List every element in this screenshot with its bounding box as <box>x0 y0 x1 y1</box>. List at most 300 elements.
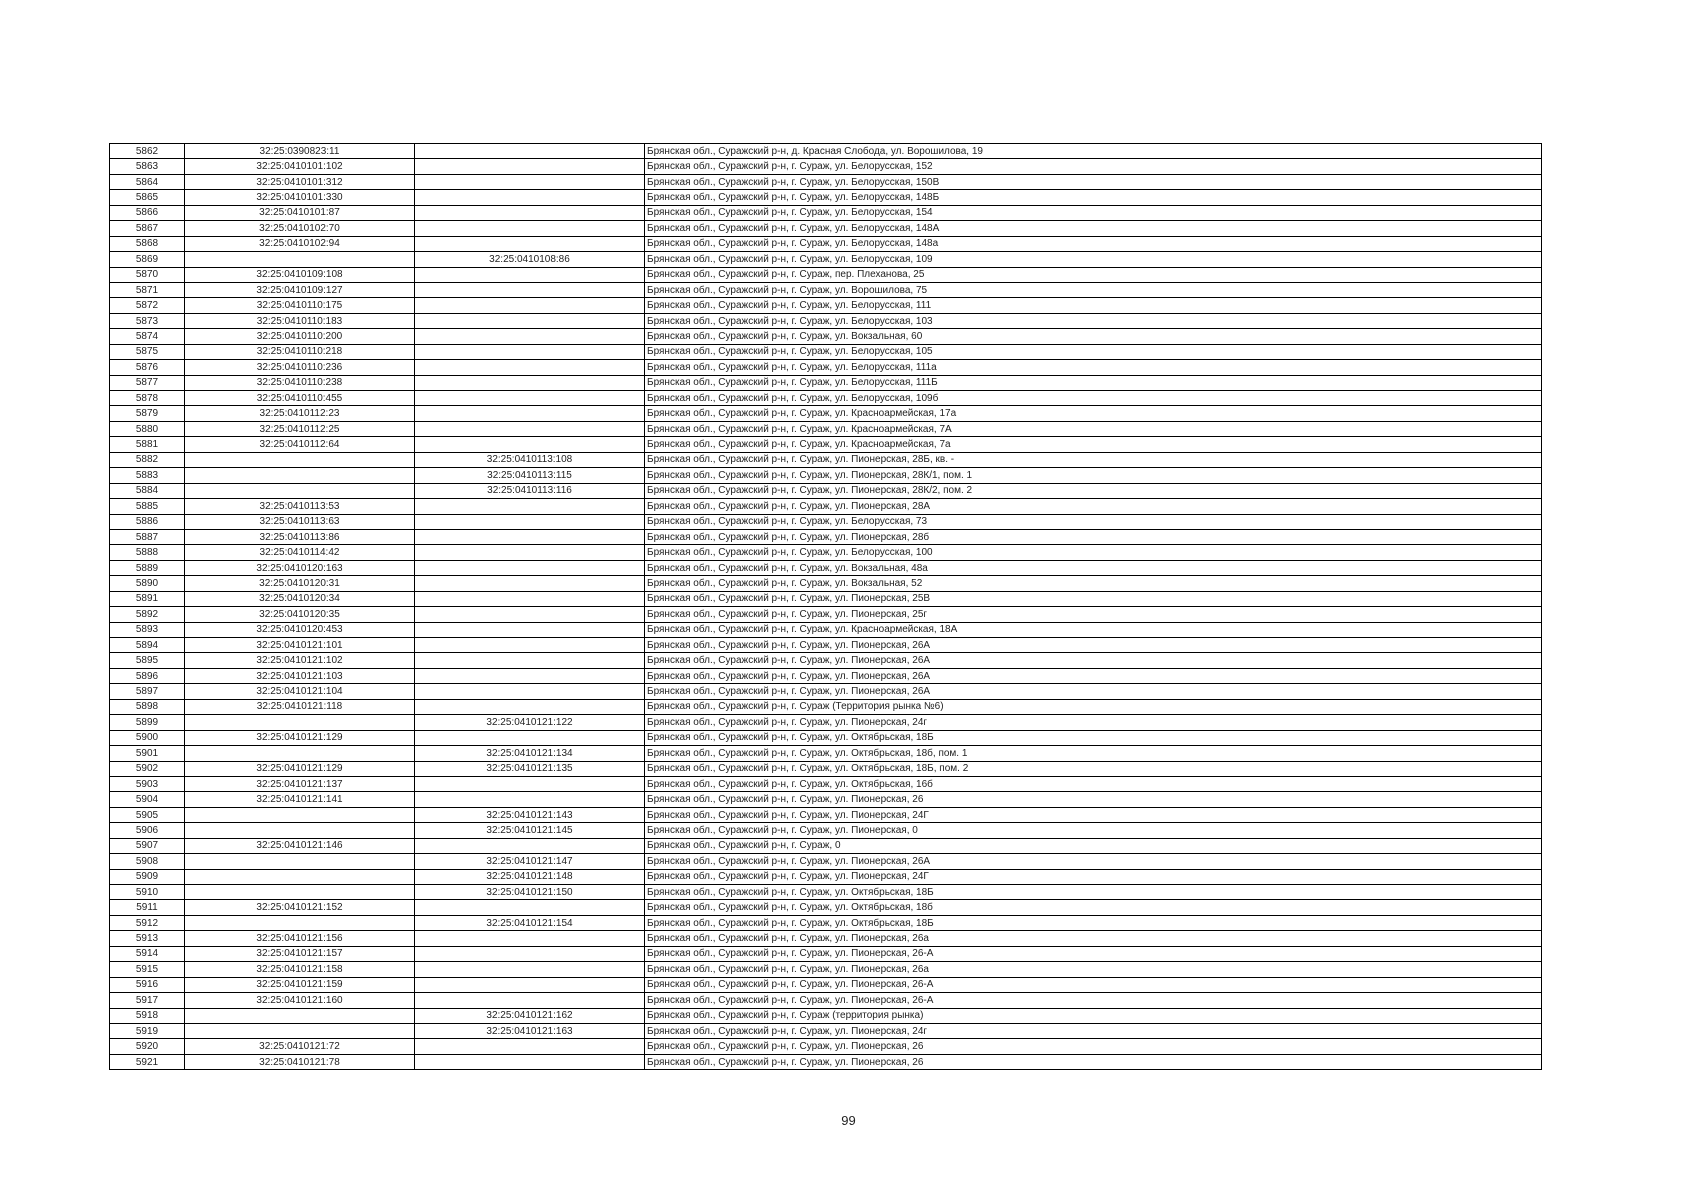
row-number-cell: 5905 <box>110 807 185 822</box>
address-cell: Брянская обл., Суражский р-н, г. Сураж, ул. Белорусская, 109 <box>645 252 1542 267</box>
secondary-cadastral-number-cell: 32:25:0410113:116 <box>415 483 645 498</box>
address-cell: Брянская обл., Суражский р-н, г. Сураж, ул. Белорусская, 111Б <box>645 375 1542 390</box>
cadastral-number-cell: 32:25:0410120:35 <box>185 607 415 622</box>
cadastral-number-cell: 32:25:0410113:63 <box>185 514 415 529</box>
row-number-cell: 5883 <box>110 468 185 483</box>
secondary-cadastral-number-cell <box>415 699 645 714</box>
table-row <box>110 545 1542 560</box>
row-number-cell: 5879 <box>110 406 185 421</box>
cadastral-number-cell: 32:25:0410120:31 <box>185 576 415 591</box>
property-table <box>109 143 1542 1070</box>
address-cell: Брянская обл., Суражский р-н, г. Сураж, ул. Белорусская, 103 <box>645 313 1542 328</box>
address-cell: Брянская обл., Суражский р-н, г. Сураж, ул. Пионерская, 26А <box>645 638 1542 653</box>
table-row <box>110 977 1542 992</box>
secondary-cadastral-number-cell <box>415 962 645 977</box>
address-cell: Брянская обл., Суражский р-н, г. Сураж, ул. Красноармейская, 18А <box>645 622 1542 637</box>
row-number-cell: 5884 <box>110 483 185 498</box>
row-number-cell: 5889 <box>110 560 185 575</box>
row-number-cell: 5912 <box>110 915 185 930</box>
row-number-cell: 5870 <box>110 267 185 282</box>
table-row <box>110 823 1542 838</box>
table-row <box>110 576 1542 591</box>
address-cell: Брянская обл., Суражский р-н, г. Сураж, ул. Белорусская, 111 <box>645 298 1542 313</box>
secondary-cadastral-number-cell: 32:25:0410121:163 <box>415 1023 645 1038</box>
address-cell: Брянская обл., Суражский р-н, г. Сураж, ул. Красноармейская, 7А <box>645 421 1542 436</box>
address-cell: Брянская обл., Суражский р-н, д. Красная Слобода, ул. Ворошилова, 19 <box>645 144 1542 159</box>
row-number-cell: 5909 <box>110 869 185 884</box>
address-cell: Брянская обл., Суражский р-н, г. Сураж, ул. Белорусская, 148А <box>645 221 1542 236</box>
row-number-cell: 5904 <box>110 792 185 807</box>
secondary-cadastral-number-cell: 32:25:0410121:135 <box>415 761 645 776</box>
address-cell: Брянская обл., Суражский р-н, г. Сураж, ул. Пионерская, 24Г <box>645 869 1542 884</box>
row-number-cell: 5891 <box>110 591 185 606</box>
table-row <box>110 776 1542 791</box>
secondary-cadastral-number-cell: 32:25:0410121:145 <box>415 823 645 838</box>
cadastral-number-cell: 32:25:0410110:238 <box>185 375 415 390</box>
row-number-cell: 5885 <box>110 499 185 514</box>
cadastral-number-cell <box>185 807 415 822</box>
table-row <box>110 792 1542 807</box>
row-number-cell: 5896 <box>110 668 185 683</box>
cadastral-number-cell <box>185 869 415 884</box>
cadastral-number-cell: 32:25:0410120:163 <box>185 560 415 575</box>
address-cell: Брянская обл., Суражский р-н, г. Сураж (Территория рынка №6) <box>645 699 1542 714</box>
cadastral-number-cell <box>185 1008 415 1023</box>
row-number-cell: 5888 <box>110 545 185 560</box>
table-row <box>110 298 1542 313</box>
address-cell: Брянская обл., Суражский р-н, г. Сураж, ул. Пионерская, 28Б, кв. - <box>645 452 1542 467</box>
cadastral-number-cell: 32:25:0410121:129 <box>185 730 415 745</box>
table-row <box>110 252 1542 267</box>
table-row <box>110 993 1542 1008</box>
cadastral-number-cell: 32:25:0410113:53 <box>185 499 415 514</box>
table-row <box>110 174 1542 189</box>
table-row <box>110 406 1542 421</box>
secondary-cadastral-number-cell: 32:25:0410121:147 <box>415 854 645 869</box>
secondary-cadastral-number-cell <box>415 653 645 668</box>
cadastral-number-cell: 32:25:0410121:78 <box>185 1054 415 1069</box>
row-number-cell: 5916 <box>110 977 185 992</box>
secondary-cadastral-number-cell <box>415 421 645 436</box>
address-cell: Брянская обл., Суражский р-н, г. Сураж, ул. Белорусская, 154 <box>645 205 1542 220</box>
secondary-cadastral-number-cell <box>415 190 645 205</box>
cadastral-number-cell: 32:25:0410110:200 <box>185 329 415 344</box>
address-cell: Брянская обл., Суражский р-н, г. Сураж, ул. Пионерская, 26-А <box>645 993 1542 1008</box>
cadastral-number-cell: 32:25:0410114:42 <box>185 545 415 560</box>
cadastral-number-cell: 32:25:0410121:129 <box>185 761 415 776</box>
table-row <box>110 452 1542 467</box>
table-row <box>110 144 1542 159</box>
table-row <box>110 529 1542 544</box>
address-cell: Брянская обл., Суражский р-н, г. Сураж, пер. Плеханова, 25 <box>645 267 1542 282</box>
secondary-cadastral-number-cell <box>415 591 645 606</box>
row-number-cell: 5878 <box>110 391 185 406</box>
row-number-cell: 5902 <box>110 761 185 776</box>
table-row <box>110 267 1542 282</box>
secondary-cadastral-number-cell <box>415 792 645 807</box>
secondary-cadastral-number-cell <box>415 221 645 236</box>
table-row <box>110 499 1542 514</box>
cadastral-number-cell <box>185 1023 415 1038</box>
cadastral-number-cell: 32:25:0410102:70 <box>185 221 415 236</box>
address-cell: Брянская обл., Суражский р-н, г. Сураж (территория рынка) <box>645 1008 1542 1023</box>
table-row <box>110 190 1542 205</box>
table-row <box>110 514 1542 529</box>
address-cell: Брянская обл., Суражский р-н, г. Сураж, ул. Ворошилова, 75 <box>645 282 1542 297</box>
address-cell: Брянская обл., Суражский р-н, г. Сураж, ул. Пионерская, 25г <box>645 607 1542 622</box>
table-row <box>110 1008 1542 1023</box>
secondary-cadastral-number-cell <box>415 607 645 622</box>
secondary-cadastral-number-cell <box>415 684 645 699</box>
cadastral-number-cell: 32:25:0410121:146 <box>185 838 415 853</box>
address-cell: Брянская обл., Суражский р-н, г. Сураж, ул. Белорусская, 109б <box>645 391 1542 406</box>
cadastral-number-cell: 32:25:0410110:183 <box>185 313 415 328</box>
secondary-cadastral-number-cell <box>415 406 645 421</box>
row-number-cell: 5880 <box>110 421 185 436</box>
cadastral-number-cell: 32:25:0410121:157 <box>185 946 415 961</box>
secondary-cadastral-number-cell: 32:25:0410113:115 <box>415 468 645 483</box>
secondary-cadastral-number-cell <box>415 282 645 297</box>
row-number-cell: 5868 <box>110 236 185 251</box>
cadastral-number-cell: 32:25:0410109:127 <box>185 282 415 297</box>
row-number-cell: 5872 <box>110 298 185 313</box>
row-number-cell: 5906 <box>110 823 185 838</box>
address-cell: Брянская обл., Суражский р-н, г. Сураж, ул. Пионерская, 24г <box>645 715 1542 730</box>
table-row <box>110 1023 1542 1038</box>
address-cell: Брянская обл., Суражский р-н, г. Сураж, ул. Красноармейская, 17а <box>645 406 1542 421</box>
table-row <box>110 483 1542 498</box>
cadastral-number-cell: 32:25:0410110:175 <box>185 298 415 313</box>
address-cell: Брянская обл., Суражский р-н, г. Сураж, ул. Белорусская, 73 <box>645 514 1542 529</box>
address-cell: Брянская обл., Суражский р-н, г. Сураж, ул. Пионерская, 26А <box>645 684 1542 699</box>
address-cell: Брянская обл., Суражский р-н, г. Сураж, ул. Октябрьская, 18б <box>645 900 1542 915</box>
cadastral-number-cell: 32:25:0410121:160 <box>185 993 415 1008</box>
row-number-cell: 5876 <box>110 360 185 375</box>
row-number-cell: 5887 <box>110 529 185 544</box>
secondary-cadastral-number-cell: 32:25:0410108:86 <box>415 252 645 267</box>
table-row <box>110 391 1542 406</box>
address-cell: Брянская обл., Суражский р-н, г. Сураж, ул. Белорусская, 152 <box>645 159 1542 174</box>
row-number-cell: 5901 <box>110 746 185 761</box>
cadastral-number-cell: 32:25:0410112:23 <box>185 406 415 421</box>
row-number-cell: 5917 <box>110 993 185 1008</box>
address-cell: Брянская обл., Суражский р-н, г. Сураж, ул. Октябрьская, 18Б, пом. 2 <box>645 761 1542 776</box>
cadastral-number-cell <box>185 483 415 498</box>
row-number-cell: 5873 <box>110 313 185 328</box>
row-number-cell: 5862 <box>110 144 185 159</box>
cadastral-number-cell: 32:25:0410110:455 <box>185 391 415 406</box>
cadastral-number-cell: 32:25:0410121:141 <box>185 792 415 807</box>
table-row <box>110 313 1542 328</box>
secondary-cadastral-number-cell <box>415 622 645 637</box>
address-cell: Брянская обл., Суражский р-н, г. Сураж, ул. Вокзальная, 48а <box>645 560 1542 575</box>
secondary-cadastral-number-cell <box>415 360 645 375</box>
address-cell: Брянская обл., Суражский р-н, г. Сураж, ул. Пионерская, 28б <box>645 529 1542 544</box>
address-cell: Брянская обл., Суражский р-н, г. Сураж, ул. Белорусская, 111а <box>645 360 1542 375</box>
table-row <box>110 236 1542 251</box>
table-row <box>110 205 1542 220</box>
secondary-cadastral-number-cell <box>415 159 645 174</box>
cadastral-number-cell: 32:25:0410121:102 <box>185 653 415 668</box>
address-cell: Брянская обл., Суражский р-н, г. Сураж, ул. Пионерская, 26-А <box>645 977 1542 992</box>
row-number-cell: 5886 <box>110 514 185 529</box>
secondary-cadastral-number-cell <box>415 545 645 560</box>
address-cell: Брянская обл., Суражский р-н, г. Сураж, ул. Пионерская, 26 <box>645 792 1542 807</box>
row-number-cell: 5914 <box>110 946 185 961</box>
address-cell: Брянская обл., Суражский р-н, г. Сураж, ул. Красноармейская, 7а <box>645 437 1542 452</box>
secondary-cadastral-number-cell <box>415 993 645 1008</box>
table-row <box>110 715 1542 730</box>
secondary-cadastral-number-cell <box>415 638 645 653</box>
table-row <box>110 684 1542 699</box>
address-cell: Брянская обл., Суражский р-н, г. Сураж, ул. Пионерская, 26А <box>645 668 1542 683</box>
cadastral-number-cell <box>185 452 415 467</box>
address-cell: Брянская обл., Суражский р-н, г. Сураж, ул. Белорусская, 148а <box>645 236 1542 251</box>
cadastral-number-cell: 32:25:0410112:25 <box>185 421 415 436</box>
secondary-cadastral-number-cell <box>415 900 645 915</box>
address-cell: Брянская обл., Суражский р-н, г. Сураж, ул. Пионерская, 28К/2, пом. 2 <box>645 483 1542 498</box>
address-cell: Брянская обл., Суражский р-н, г. Сураж, ул. Октябрьская, 18Б <box>645 915 1542 930</box>
table-row <box>110 653 1542 668</box>
row-number-cell: 5898 <box>110 699 185 714</box>
table-row <box>110 854 1542 869</box>
cadastral-number-cell: 32:25:0410121:159 <box>185 977 415 992</box>
secondary-cadastral-number-cell: 32:25:0410121:143 <box>415 807 645 822</box>
address-cell: Брянская обл., Суражский р-н, г. Сураж, ул. Пионерская, 0 <box>645 823 1542 838</box>
secondary-cadastral-number-cell: 32:25:0410121:148 <box>415 869 645 884</box>
cadastral-number-cell: 32:25:0410121:103 <box>185 668 415 683</box>
address-cell: Брянская обл., Суражский р-н, г. Сураж, ул. Пионерская, 25В <box>645 591 1542 606</box>
table-row <box>110 1054 1542 1069</box>
table-row <box>110 946 1542 961</box>
cadastral-number-cell: 32:25:0410121:156 <box>185 931 415 946</box>
secondary-cadastral-number-cell: 32:25:0410121:154 <box>415 915 645 930</box>
cadastral-number-cell: 32:25:0410121:104 <box>185 684 415 699</box>
secondary-cadastral-number-cell: 32:25:0410121:150 <box>415 885 645 900</box>
table-row <box>110 885 1542 900</box>
secondary-cadastral-number-cell <box>415 205 645 220</box>
address-cell: Брянская обл., Суражский р-н, г. Сураж, ул. Октябрьская, 16б <box>645 776 1542 791</box>
row-number-cell: 5921 <box>110 1054 185 1069</box>
address-cell: Брянская обл., Суражский р-н, г. Сураж, ул. Пионерская, 26а <box>645 931 1542 946</box>
address-cell: Брянская обл., Суражский р-н, г. Сураж, ул. Пионерская, 26а <box>645 962 1542 977</box>
secondary-cadastral-number-cell <box>415 174 645 189</box>
cadastral-number-cell <box>185 252 415 267</box>
cadastral-number-cell: 32:25:0410110:218 <box>185 344 415 359</box>
cadastral-number-cell <box>185 468 415 483</box>
table-row <box>110 668 1542 683</box>
row-number-cell: 5865 <box>110 190 185 205</box>
address-cell: Брянская обл., Суражский р-н, г. Сураж, ул. Пионерская, 26 <box>645 1039 1542 1054</box>
address-cell: Брянская обл., Суражский р-н, г. Сураж, ул. Пионерская, 26-А <box>645 946 1542 961</box>
row-number-cell: 5908 <box>110 854 185 869</box>
table-row <box>110 329 1542 344</box>
row-number-cell: 5897 <box>110 684 185 699</box>
address-cell: Брянская обл., Суражский р-н, г. Сураж, ул. Белорусская, 150В <box>645 174 1542 189</box>
secondary-cadastral-number-cell <box>415 375 645 390</box>
table-row <box>110 699 1542 714</box>
table-row <box>110 560 1542 575</box>
secondary-cadastral-number-cell <box>415 1039 645 1054</box>
secondary-cadastral-number-cell <box>415 267 645 282</box>
table-row <box>110 761 1542 776</box>
table-row <box>110 931 1542 946</box>
row-number-cell: 5881 <box>110 437 185 452</box>
table-row <box>110 159 1542 174</box>
address-cell: Брянская обл., Суражский р-н, г. Сураж, ул. Пионерская, 24г <box>645 1023 1542 1038</box>
row-number-cell: 5875 <box>110 344 185 359</box>
cadastral-number-cell: 32:25:0410121:72 <box>185 1039 415 1054</box>
row-number-cell: 5882 <box>110 452 185 467</box>
secondary-cadastral-number-cell <box>415 313 645 328</box>
cadastral-number-cell: 32:25:0410121:152 <box>185 900 415 915</box>
row-number-cell: 5893 <box>110 622 185 637</box>
page-number: 99 <box>841 1113 856 1128</box>
secondary-cadastral-number-cell <box>415 144 645 159</box>
address-cell: Брянская обл., Суражский р-н, г. Сураж, ул. Пионерская, 26 <box>645 1054 1542 1069</box>
cadastral-number-cell: 32:25:0410110:236 <box>185 360 415 375</box>
row-number-cell: 5920 <box>110 1039 185 1054</box>
cadastral-number-cell: 32:25:0410102:94 <box>185 236 415 251</box>
row-number-cell: 5911 <box>110 900 185 915</box>
table-row <box>110 915 1542 930</box>
row-number-cell: 5910 <box>110 885 185 900</box>
row-number-cell: 5919 <box>110 1023 185 1038</box>
table-row <box>110 282 1542 297</box>
row-number-cell: 5900 <box>110 730 185 745</box>
cadastral-number-cell <box>185 746 415 761</box>
row-number-cell: 5895 <box>110 653 185 668</box>
address-cell: Брянская обл., Суражский р-н, г. Сураж, ул. Вокзальная, 60 <box>645 329 1542 344</box>
row-number-cell: 5913 <box>110 931 185 946</box>
row-number-cell: 5864 <box>110 174 185 189</box>
secondary-cadastral-number-cell <box>415 499 645 514</box>
row-number-cell: 5866 <box>110 205 185 220</box>
secondary-cadastral-number-cell <box>415 236 645 251</box>
secondary-cadastral-number-cell: 32:25:0410113:108 <box>415 452 645 467</box>
row-number-cell: 5918 <box>110 1008 185 1023</box>
secondary-cadastral-number-cell <box>415 931 645 946</box>
table-row <box>110 421 1542 436</box>
secondary-cadastral-number-cell <box>415 730 645 745</box>
table-row <box>110 591 1542 606</box>
cadastral-number-cell <box>185 715 415 730</box>
cadastral-number-cell: 32:25:0410101:312 <box>185 174 415 189</box>
secondary-cadastral-number-cell <box>415 298 645 313</box>
table-row <box>110 607 1542 622</box>
address-cell: Брянская обл., Суражский р-н, г. Сураж, ул. Белорусская, 100 <box>645 545 1542 560</box>
row-number-cell: 5871 <box>110 282 185 297</box>
row-number-cell: 5903 <box>110 776 185 791</box>
address-cell: Брянская обл., Суражский р-н, г. Сураж, ул. Пионерская, 26А <box>645 854 1542 869</box>
cadastral-number-cell: 32:25:0410121:137 <box>185 776 415 791</box>
secondary-cadastral-number-cell <box>415 529 645 544</box>
address-cell: Брянская обл., Суражский р-н, г. Сураж, 0 <box>645 838 1542 853</box>
address-cell: Брянская обл., Суражский р-н, г. Сураж, ул. Октябрьская, 18Б <box>645 885 1542 900</box>
secondary-cadastral-number-cell <box>415 514 645 529</box>
table-row <box>110 622 1542 637</box>
secondary-cadastral-number-cell <box>415 838 645 853</box>
address-cell: Брянская обл., Суражский р-н, г. Сураж, ул. Пионерская, 24Г <box>645 807 1542 822</box>
secondary-cadastral-number-cell <box>415 329 645 344</box>
row-number-cell: 5863 <box>110 159 185 174</box>
row-number-cell: 5892 <box>110 607 185 622</box>
cadastral-number-cell: 32:25:0410120:34 <box>185 591 415 606</box>
table-row <box>110 746 1542 761</box>
cadastral-number-cell: 32:25:0410113:86 <box>185 529 415 544</box>
row-number-cell: 5867 <box>110 221 185 236</box>
address-cell: Брянская обл., Суражский р-н, г. Сураж, ул. Белорусская, 105 <box>645 344 1542 359</box>
address-cell: Брянская обл., Суражский р-н, г. Сураж, ул. Пионерская, 28А <box>645 499 1542 514</box>
secondary-cadastral-number-cell <box>415 344 645 359</box>
table-row <box>110 437 1542 452</box>
secondary-cadastral-number-cell <box>415 576 645 591</box>
row-number-cell: 5890 <box>110 576 185 591</box>
cadastral-number-cell: 32:25:0410121:101 <box>185 638 415 653</box>
secondary-cadastral-number-cell <box>415 977 645 992</box>
table-row <box>110 360 1542 375</box>
row-number-cell: 5869 <box>110 252 185 267</box>
table-row <box>110 221 1542 236</box>
cadastral-number-cell <box>185 885 415 900</box>
table-row <box>110 468 1542 483</box>
address-cell: Брянская обл., Суражский р-н, г. Сураж, ул. Белорусская, 148Б <box>645 190 1542 205</box>
address-cell: Брянская обл., Суражский р-н, г. Сураж, ул. Пионерская, 26А <box>645 653 1542 668</box>
row-number-cell: 5899 <box>110 715 185 730</box>
address-cell: Брянская обл., Суражский р-н, г. Сураж, ул. Пионерская, 28К/1, пом. 1 <box>645 468 1542 483</box>
cadastral-number-cell: 32:25:0410112:64 <box>185 437 415 452</box>
table-row <box>110 869 1542 884</box>
table-row <box>110 838 1542 853</box>
address-cell: Брянская обл., Суражский р-н, г. Сураж, ул. Октябрьская, 18Б <box>645 730 1542 745</box>
cadastral-number-cell <box>185 823 415 838</box>
secondary-cadastral-number-cell <box>415 437 645 452</box>
table-row <box>110 344 1542 359</box>
cadastral-number-cell <box>185 915 415 930</box>
table-row <box>110 807 1542 822</box>
cadastral-number-cell: 32:25:0410121:118 <box>185 699 415 714</box>
row-number-cell: 5915 <box>110 962 185 977</box>
secondary-cadastral-number-cell <box>415 1054 645 1069</box>
secondary-cadastral-number-cell: 32:25:0410121:134 <box>415 746 645 761</box>
secondary-cadastral-number-cell <box>415 776 645 791</box>
row-number-cell: 5877 <box>110 375 185 390</box>
cadastral-number-cell: 32:25:0410121:158 <box>185 962 415 977</box>
secondary-cadastral-number-cell <box>415 668 645 683</box>
cadastral-number-cell: 32:25:0390823:11 <box>185 144 415 159</box>
table-row <box>110 962 1542 977</box>
cadastral-number-cell: 32:25:0410109:108 <box>185 267 415 282</box>
row-number-cell: 5874 <box>110 329 185 344</box>
table-row <box>110 375 1542 390</box>
cadastral-number-cell: 32:25:0410101:87 <box>185 205 415 220</box>
secondary-cadastral-number-cell: 32:25:0410121:122 <box>415 715 645 730</box>
secondary-cadastral-number-cell <box>415 946 645 961</box>
secondary-cadastral-number-cell: 32:25:0410121:162 <box>415 1008 645 1023</box>
row-number-cell: 5907 <box>110 838 185 853</box>
secondary-cadastral-number-cell <box>415 391 645 406</box>
address-cell: Брянская обл., Суражский р-н, г. Сураж, ул. Вокзальная, 52 <box>645 576 1542 591</box>
table-row <box>110 1039 1542 1054</box>
table-row <box>110 730 1542 745</box>
property-table-body <box>110 144 1542 1070</box>
secondary-cadastral-number-cell <box>415 560 645 575</box>
table-row <box>110 900 1542 915</box>
cadastral-number-cell: 32:25:0410120:453 <box>185 622 415 637</box>
cadastral-number-cell <box>185 854 415 869</box>
cadastral-number-cell: 32:25:0410101:102 <box>185 159 415 174</box>
row-number-cell: 5894 <box>110 638 185 653</box>
